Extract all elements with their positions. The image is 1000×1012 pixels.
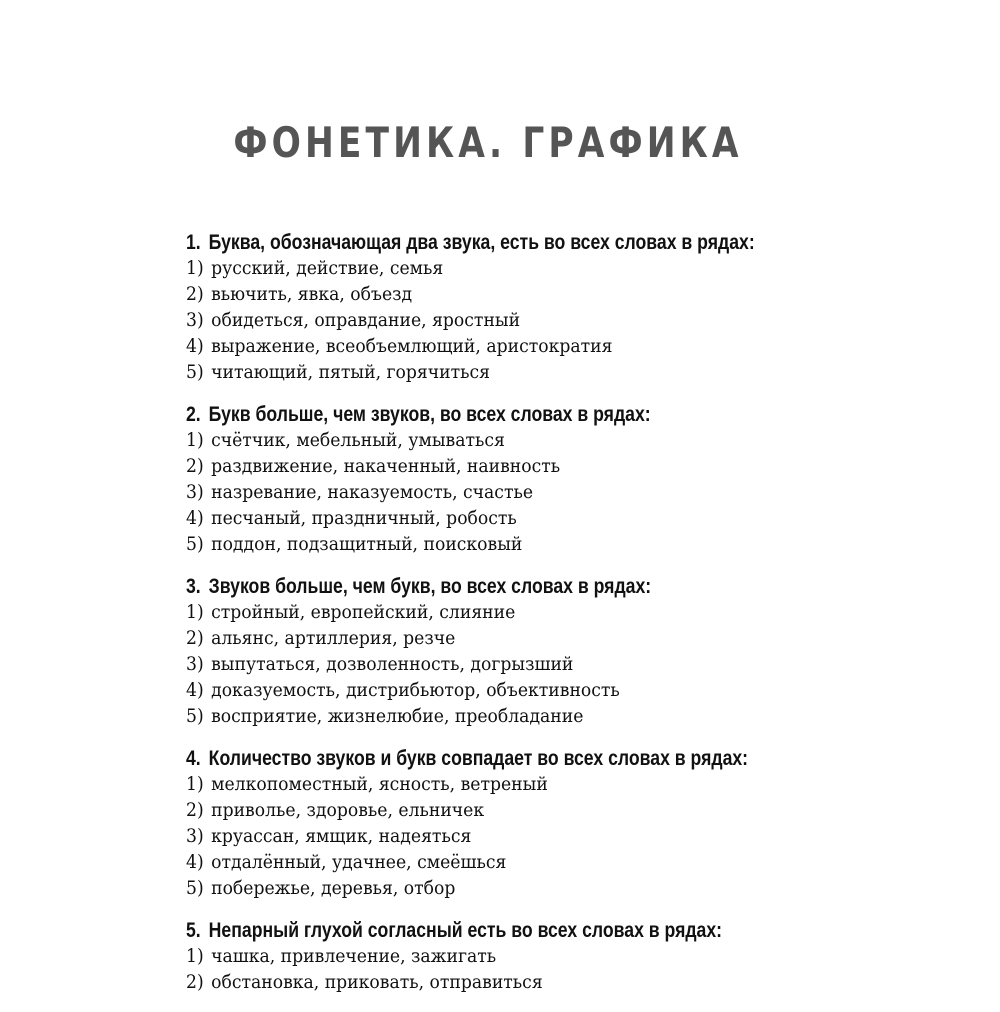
answer-option: [186, 454, 930, 480]
answer-option: [186, 970, 930, 996]
option-number: 1): [186, 430, 204, 451]
option-text: обидеться, оправдание, яростный: [211, 310, 521, 331]
option-text: восприятие, жизнелюбие, преобладание: [211, 706, 584, 727]
answer-option: [186, 600, 930, 626]
question-5: [186, 918, 986, 996]
answer-option: [186, 282, 930, 308]
question-header: [186, 918, 858, 944]
option-text: выражение, всеобъемлющий, аристократия: [211, 336, 613, 357]
page-title: ФОНЕТИКА. ГРАФИКА: [233, 118, 743, 167]
option-text: назревание, наказуемость, счастье: [211, 482, 534, 503]
option-text: приволье, здоровье, ельничек: [211, 800, 485, 821]
option-text: поддон, подзащитный, поисковый: [211, 534, 523, 555]
answer-option: [186, 506, 930, 532]
answer-option: [186, 480, 930, 506]
option-number: 3): [186, 310, 204, 331]
option-number: 2): [186, 628, 204, 649]
question-text: Количество звуков и букв совпадает во всех словах в рядах:: [208, 747, 749, 770]
option-number: 4): [186, 336, 204, 357]
option-text: альянс, артиллерия, резче: [211, 628, 456, 649]
question-text: Непарный глухой согласный есть во всех словах в рядах:: [208, 919, 723, 942]
option-number: 3): [186, 654, 204, 675]
option-number: 5): [186, 878, 204, 899]
option-number: 1): [186, 258, 204, 279]
question-number: 5.: [186, 919, 201, 942]
answer-option: [186, 824, 930, 850]
question-number: 4.: [186, 747, 201, 770]
answer-option: [186, 256, 930, 282]
answer-option: [186, 532, 930, 558]
option-text: вьючить, явка, объезд: [211, 284, 413, 305]
option-number: 5): [186, 534, 204, 555]
question-3: [186, 574, 986, 730]
option-text: песчаный, праздничный, робость: [211, 508, 517, 529]
question-text: Звуков больше, чем букв, во всех словах в рядах:: [208, 575, 652, 598]
option-text: выпутаться, дозволенность, догрызший: [211, 654, 574, 675]
option-number: 1): [186, 602, 204, 623]
answer-option: [186, 678, 930, 704]
answer-option: [186, 704, 930, 730]
answer-option: [186, 626, 930, 652]
question-4: [186, 746, 986, 902]
questions-list: [186, 230, 986, 1012]
answer-option: [186, 428, 930, 454]
option-number: 5): [186, 706, 204, 727]
question-header: [186, 574, 858, 600]
option-text: побережье, деревья, отбор: [211, 878, 456, 899]
question-number: 1.: [186, 231, 201, 254]
option-text: счётчик, мебельный, умываться: [211, 430, 505, 451]
answer-option: [186, 308, 930, 334]
option-number: 2): [186, 284, 204, 305]
answer-option: [186, 334, 930, 360]
option-number: 3): [186, 826, 204, 847]
answer-option: [186, 652, 930, 678]
option-number: 2): [186, 456, 204, 477]
option-number: 4): [186, 508, 204, 529]
option-text: обстановка, приковать, отправиться: [211, 972, 543, 993]
question-header: [186, 746, 858, 772]
option-number: 2): [186, 972, 204, 993]
question-2: [186, 402, 986, 558]
option-number: 5): [186, 362, 204, 383]
answer-option: [186, 772, 930, 798]
option-number: 1): [186, 774, 204, 795]
option-number: 4): [186, 852, 204, 873]
answer-option: [186, 850, 930, 876]
option-number: 1): [186, 946, 204, 967]
option-number: 4): [186, 680, 204, 701]
question-number: 3.: [186, 575, 201, 598]
option-text: русский, действие, семья: [211, 258, 444, 279]
question-number: 2.: [186, 403, 201, 426]
question-1: [186, 230, 986, 386]
option-number: 3): [186, 482, 204, 503]
option-text: стройный, европейский, слияние: [211, 602, 516, 623]
answer-option: [186, 360, 930, 386]
question-header: [186, 230, 858, 256]
option-text: мелкопоместный, ясность, ветреный: [211, 774, 548, 795]
option-text: круассан, ямщик, надеяться: [211, 826, 472, 847]
option-text: доказуемость, дистрибьютор, объективность: [211, 680, 620, 701]
question-text: Букв больше, чем звуков, во всех словах в рядах:: [208, 403, 651, 426]
option-text: читающий, пятый, горячиться: [211, 362, 490, 383]
option-number: 2): [186, 800, 204, 821]
question-header: [186, 402, 858, 428]
option-text: раздвижение, накаченный, наивность: [211, 456, 561, 477]
answer-option: [186, 944, 930, 970]
answer-option: [186, 798, 930, 824]
question-text: Буква, обозначающая два звука, есть во всех словах в рядах:: [208, 231, 755, 254]
option-text: чашка, привлечение, зажигать: [211, 946, 497, 967]
option-text: отдалённый, удачнее, смеёшься: [211, 852, 507, 873]
answer-option: [186, 876, 930, 902]
